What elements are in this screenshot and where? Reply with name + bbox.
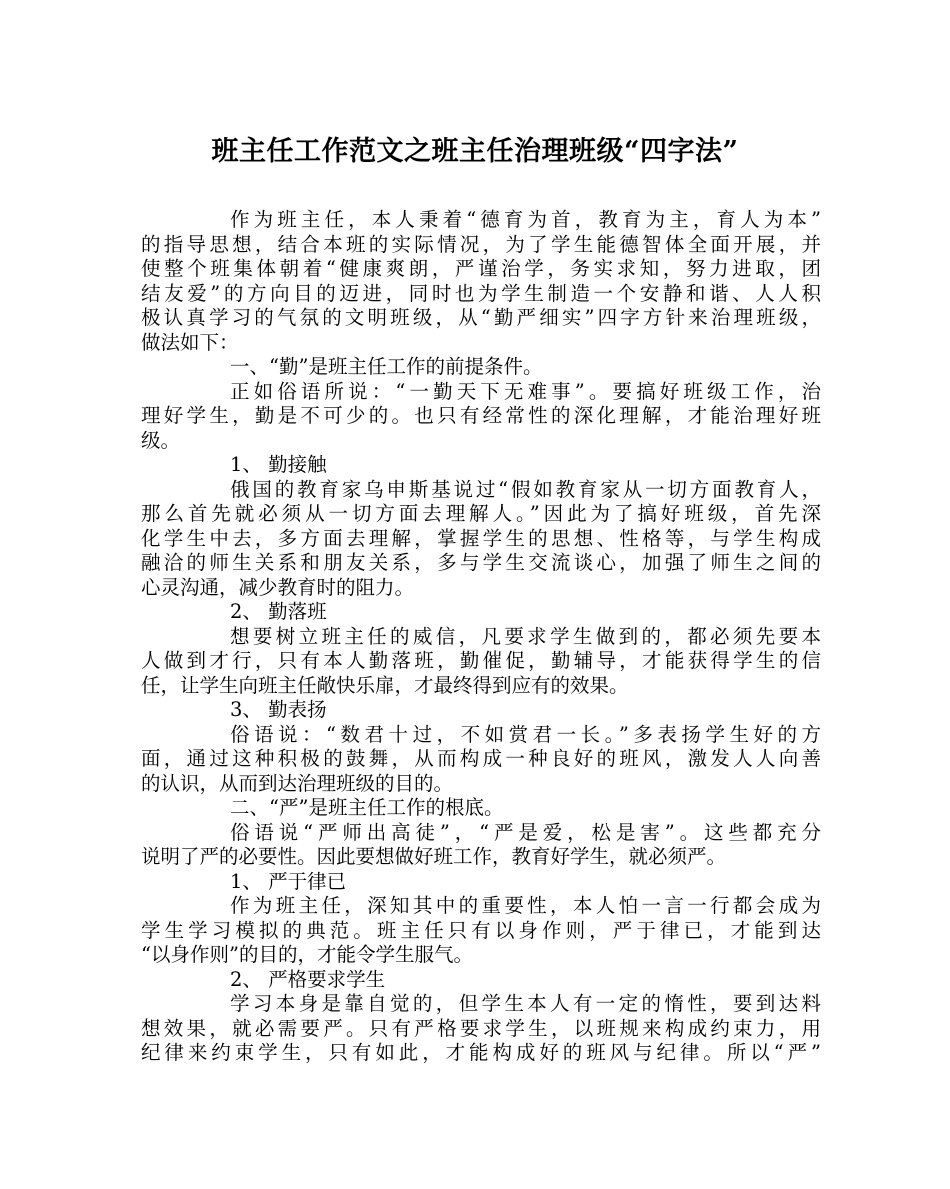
paragraph-line: 面，通过这种积极的鼓舞，从而构成一种良好的班风，激发人人向善: [141, 747, 821, 770]
paragraph-line: 心灵沟通，减少教育时的阻力。: [141, 575, 415, 599]
paragraph-line: 学习本身是靠自觉的，但学生本人有一定的惰性，要到达料: [230, 992, 821, 1015]
paragraph-line: 那么首先就必须从一切方面去理解人。”因此为了搞好班级，首先深: [141, 502, 821, 525]
section-heading: 二、“严”是班主任工作的根底。: [230, 796, 504, 819]
paragraph-line: 融洽的师生关系和朋友关系，多与学生交流谈心，加强了师生之间的: [141, 551, 821, 574]
paragraph-line: “以身作则”的目的，才能令学生服气。: [141, 943, 473, 966]
paragraph-line: 作为班主任，深知其中的重要性，本人怕一言一行都会成为: [230, 894, 821, 917]
paragraph-line: 理好学生，勤是不可少的。也只有经常性的深化理解，才能治理好班: [141, 404, 821, 427]
paragraph-line: 想效果，就必需要严。只有严格要求学生，以班规来构成约束力，用: [141, 1016, 821, 1040]
paragraph-line: 学生学习模拟的典范。班主任只有以身作则，严于律已，才能到达: [141, 918, 821, 942]
section-heading: 一、“勤”是班主任工作的前提条件。: [230, 355, 543, 378]
paragraph-line: 纪律来约束学生，只有如此，才能构成好的班风与纪律。所以“严”: [141, 1041, 821, 1064]
paragraph-line: 俗语说“严师出高徒”，“严是爱，松是害”。这些都充分: [230, 820, 821, 844]
paragraph-line: 作为班主任，本人秉着“德育为首，教育为主，育人为本”: [230, 208, 821, 231]
paragraph-line: 化学生中去，多方面去理解，掌握学生的思想、性格等，与学生构成: [141, 526, 821, 550]
paragraph-line: 极认真学习的气氛的文明班级，从“勤严细实”四字方针来治理班级，: [141, 306, 821, 329]
paragraph-line: 结友爱”的方向目的迈进，同时也为学生制造一个安静和谐、人人积: [141, 281, 821, 305]
paragraph-line: 俄国的教育家乌申斯基说过“假如教育家从一切方面教育人，: [230, 477, 821, 501]
paragraph-line: 使整个班集体朝着“健康爽朗，严谨治学，务实求知，努力进取，团: [141, 257, 821, 280]
paragraph-line: 级。: [141, 428, 181, 452]
document-body: [141, 208, 821, 1066]
paragraph-line: 正如俗语所说：“一勤天下无难事”。要搞好班级工作，治: [230, 379, 821, 403]
paragraph-line: 俗语说：“数君十过，不如赏君一长。”多表扬学生好的方: [230, 722, 821, 746]
subsection-heading: 1、 严于律已: [230, 869, 347, 893]
paragraph-line: 想要树立班主任的威信，凡要求学生做到的，都必须先要本: [230, 624, 821, 648]
paragraph-line: 做法如下：: [141, 330, 239, 354]
subsection-heading: 3、 勤表扬: [230, 698, 327, 721]
paragraph-line: 的指导思想，结合本班的实际情况，为了学生能德智体全面开展，并: [141, 232, 821, 256]
subsection-heading: 2、 严格要求学生: [230, 967, 386, 991]
subsection-heading: 2、 勤落班: [230, 600, 327, 623]
paragraph-line: 的认识，从而到达治理班级的目的。: [141, 771, 454, 795]
paragraph-line: 说明了严的必要性。因此要想做好班工作，教育好学生，就必须严。: [141, 845, 727, 868]
paragraph-line: 人做到才行，只有本人勤落班，勤催促，勤辅导，才能获得学生的信: [141, 649, 821, 672]
paragraph-line: 任，让学生向班主任敞快乐扉，才最终得到应有的效果。: [141, 673, 629, 697]
document-title: 班主任工作范文之班主任治理班级“四字法”: [211, 136, 739, 167]
subsection-heading: 1、 勤接触: [230, 453, 327, 476]
